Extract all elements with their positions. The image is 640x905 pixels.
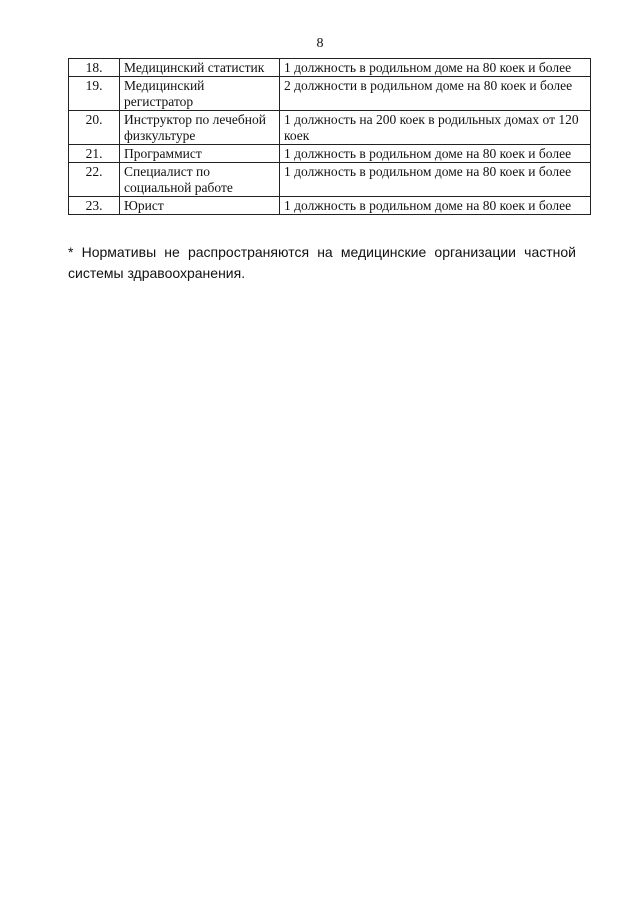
table-row: [69, 197, 591, 215]
table-row: [69, 163, 591, 197]
table-row: [69, 111, 591, 145]
staffing-norm: 1 должность в родильном доме на 80 коек и более: [280, 145, 591, 163]
staffing-norm: 1 должность на 200 коек в родильных домах от 120 коек: [280, 111, 591, 145]
row-number: 20.: [69, 111, 120, 145]
position-name: Юрист: [120, 197, 280, 215]
staffing-norm: 1 должность в родильном доме на 80 коек и более: [280, 59, 591, 77]
staffing-norm: 1 должность в родильном доме на 80 коек и более: [280, 163, 591, 197]
row-number: 19.: [69, 77, 120, 111]
page-number: 8: [316, 36, 324, 51]
staff-norms-table: [68, 58, 591, 215]
staffing-norm: 2 должности в родильном доме на 80 коек и более: [280, 77, 591, 111]
row-number: 21.: [69, 145, 120, 163]
staffing-norm: 1 должность в родильном доме на 80 коек и более: [280, 197, 591, 215]
position-name: Специалист по социальной работе: [120, 163, 280, 197]
position-name: Инструктор по лечебной физкультуре: [120, 111, 280, 145]
position-name: Программист: [120, 145, 280, 163]
position-name: Медицинский статистик: [120, 59, 280, 77]
table-row: [69, 77, 591, 111]
footnote: * Нормативы не распространяются на медицинские организации частной системы здравоохранения.: [68, 244, 576, 281]
row-number: 23.: [69, 197, 120, 215]
table-row: [69, 145, 591, 163]
row-number: 22.: [69, 163, 120, 197]
table-row: [69, 59, 591, 77]
row-number: 18.: [69, 59, 120, 77]
position-name: Медицинский регистратор: [120, 77, 280, 111]
